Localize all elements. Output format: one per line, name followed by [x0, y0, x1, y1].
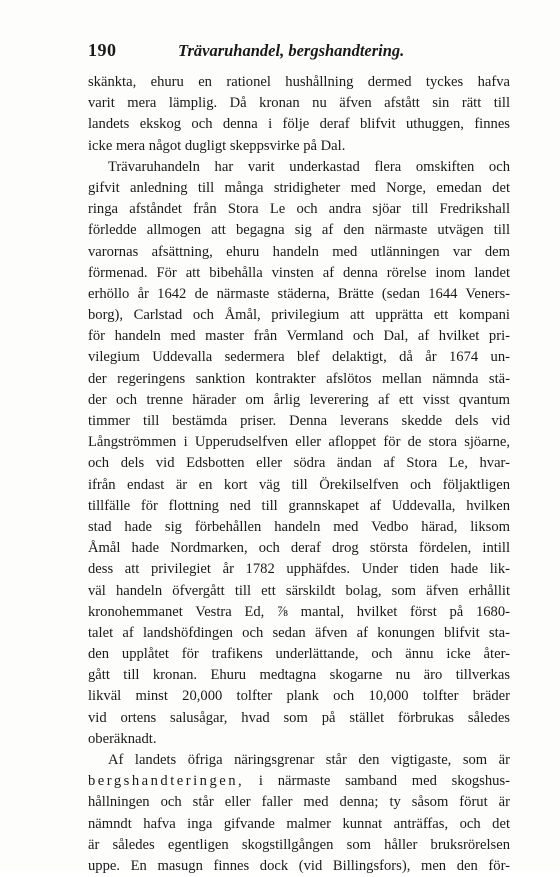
text-line: Långströmmen i Upperudselfven eller afloppet för de stora sjöarne, [88, 434, 510, 451]
page-header [88, 40, 508, 66]
text-line: der regeringens sanktion kontrakter afslötos mellan nämnda stä- [88, 370, 510, 387]
text-line: är således egentligen skogstillgången som håller bruksrörelsen [88, 836, 510, 853]
text-line: der och trenne härader om årlig leverering af ett visst qvantum [88, 391, 510, 408]
body-text [88, 72, 510, 877]
text-line: vid ortens salusågar, hvad som på stället förbrukas således [88, 709, 510, 726]
running-title: Trävaruhandel, bergshandtering. [178, 41, 405, 60]
text-line: den upplåtet för trafikens underlättande, och ännu icke åter- [88, 646, 510, 663]
text-line: icke mera något dugligt skeppsvirke på Dal. [88, 137, 346, 154]
text-line: kronohemmanet Vestra Ed, ⅞ mantal, hvilket först på 1680- [88, 603, 510, 620]
text-line: varit mera lämplig. Då kronan nu äfven afstått sin rätt till [88, 95, 510, 112]
text-line: uppe. En masugn finnes dock (vid Billingsfors), men den för- [88, 857, 510, 874]
paragraph-start-line: Af landets öfriga näringsgrenar står den vigtigaste, som är [108, 752, 510, 768]
paragraph-start-line: Trävaruhandeln har varit underkastad flera omskiften och [108, 158, 510, 175]
emphasized-term: bergshandteringen, [88, 773, 245, 790]
text-line: landets ekskog och denna i följe deraf blifvit uthuggen, finnes [88, 116, 510, 133]
text-line: oberäknadt. [88, 730, 157, 747]
text-line: hållningen och står eller faller med denna; ty såsom förut är [88, 794, 510, 811]
page-number: 190 [88, 40, 117, 60]
text-line: varornas afsättning, ehuru handeln med utlänningen var dem [88, 243, 510, 260]
text-line: förledde allmogen att begagna sig af den närmaste utvägen till [88, 222, 510, 239]
text-line: likväl minst 20,000 tolfter plank och 10,000 tolfter bräder [88, 688, 510, 705]
text-line: stad hade sig förbehållen handeln med Vedbo härad, liksom [88, 518, 510, 535]
text-line: timmer till bestämda priser. Denna leverans skedde dels vid [88, 413, 510, 429]
text-line: erhöllo år 1642 de närmaste städerna, Brätte (sedan 1644 Veners- [88, 285, 510, 302]
text-line: för handeln med master från Vermland och Dal, af hvilket pri- [88, 328, 510, 345]
text-line: talet af landshöfdingen och sedan äfven af konungen blifvit sta- [88, 624, 510, 641]
text-line: gått till kronan. Ehuru medtagna skogarne nu äro tillverkas [88, 667, 510, 684]
text-line: skänkta, ehuru en rationel hushållning dermed tyckes hafva [88, 74, 510, 90]
text-line: vilegium Uddevalla sedermera blef delaktigt, då år 1674 un- [88, 349, 510, 366]
text-line: tillfälle för flottning ned till grannskapet af Uddevalla, hvilken [88, 497, 510, 514]
text-line: gifvit anledning till många stridigheter med Norge, emedan det [88, 179, 510, 196]
text-line: borg), Carlstad och Åmål, privilegium att upprätta ett kompani [88, 307, 510, 324]
text-line [88, 771, 510, 792]
text-line: ifrån endast är en kort väg till Örekilselfven och följaktligen [88, 476, 510, 493]
text-line: förmenad. För att bibehålla vinsten af denna rörelse inom landet [88, 264, 510, 281]
text-line: ringa afståndet från Stora Le och andra sjöar till Fredrikshall [88, 201, 510, 218]
text-line: och dels vid Edsbotten eller södra ändan af Stora Le, hvar- [88, 455, 510, 472]
text-line: dess att privilegiet år 1782 upphäfdes. Under tiden hade lik- [88, 561, 510, 578]
text-line: väl handeln öfvergått till ett särskildt bolag, som äfven erhållit [88, 582, 510, 599]
text-line: Åmål hade Nordmarken, och deraf drog största fördelen, intill [88, 540, 510, 557]
text-line: nämndt hafva inga gifvande malmer kunnat anträffas, och det [88, 815, 510, 832]
text-line-continuation: i närmaste samband med skogshus- [244, 773, 510, 790]
